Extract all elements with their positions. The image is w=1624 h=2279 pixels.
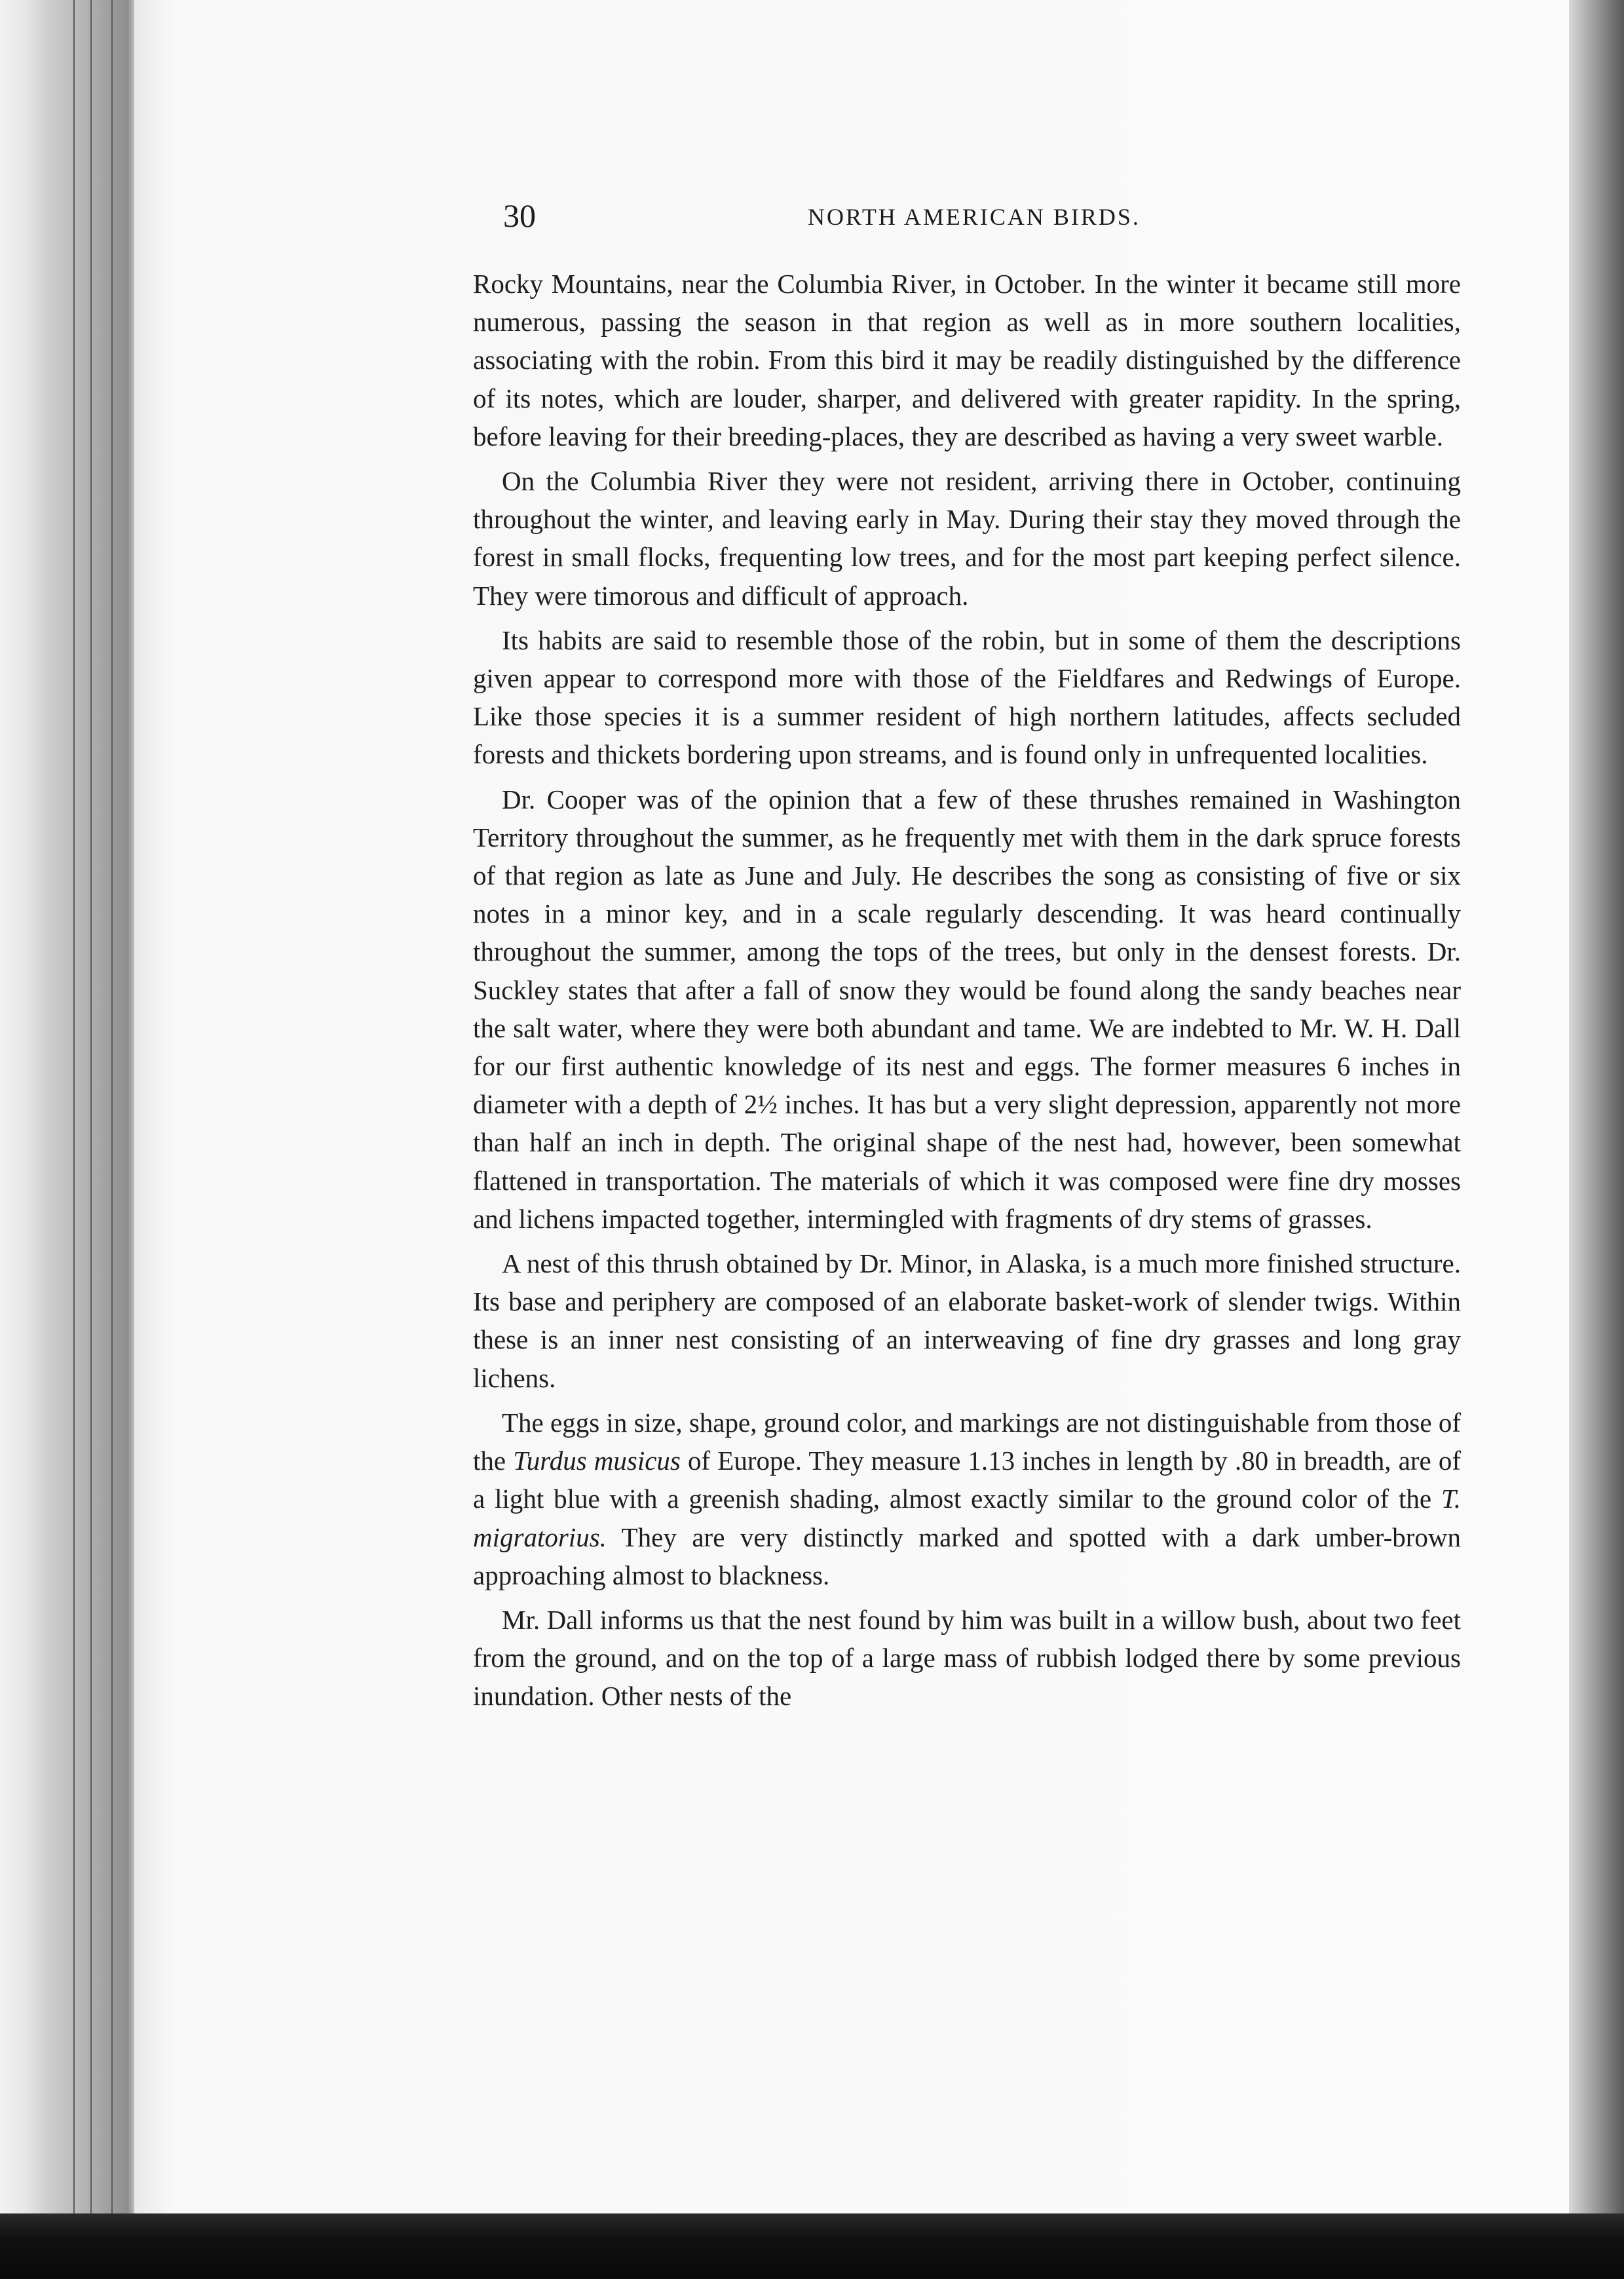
paragraph: Rocky Mountains, near the Columbia River, in October. In the winter it became still more numerous, passing the season in that region as well as in more southern localities, associating with the robin. From this bird it may be readily distinguished by the difference of its notes, which are louder, sharper, and delivered with greater rapidity. In the spring, before leaving for their breeding-places, they are described as having a very sweet warble. (473, 269, 1461, 451)
paragraph: On the Columbia River they were not resident, arriving there in October, continuing throughout the winter, and leaving early in May. During their stay they moved through the forest in small flocks, frequenting low trees, and for the most part keeping perfect silence. They were timorous and difficult of approach. (473, 466, 1461, 611)
eggs-paragraph (473, 1404, 1461, 1594)
body-text (473, 265, 1461, 1722)
paragraph: Its habits are said to resemble those of the robin, but in some of them the descriptions given appear to correspond more with those of the Fieldfares and Redwings of Europe. Like those species it is a summer resident of high northern latitudes, affects secluded forests and thickets bordering upon streams, and is found only in unfrequented localities. (473, 624, 1461, 770)
running-head: NORTH AMERICAN BIRDS. (808, 204, 1141, 230)
paragraph: Dr. Cooper was of the opinion that a few of these thrushes remained in Washington Territory throughout the summer, as he frequently met with them in the dark spruce forests of that region as late as June and July. He describes the song as consisting of five or six notes in a minor key, and in a scale regularly descending. It was heard continually throughout the summer, among the tops of the trees, but only in the densest forests. Dr. Suckley states that after a fall of snow they would be found along the sandy beaches near the salt water, where they were both abundant and tame. We are indebted to Mr. W. H. Dall for our first authentic knowledge of its nest and eggs. The former measures 6 inches in diameter with a depth of 2½ inches. It has but a very slight depression, apparently not more than half an inch in depth. The original shape of the nest had, however, been somewhat flattened in transportation. The materials of which it was composed were fine dry mosses and lichens impacted together, intermingled with fragments of dry stems of grasses. (473, 784, 1461, 1234)
text-run: The eggs in size, shape, ground color, and markings are not distinguishable from those of the (473, 1407, 1461, 1476)
page-edge-shadow (1569, 0, 1624, 2213)
binding-line (73, 0, 75, 2248)
species-name: Turdus musicus (513, 1446, 681, 1476)
text-run: of Europe. They measure 1.13 inches in length by .80 in breadth, are of a light blue with a greenish shading, almost exactly similar to the ground color of the (473, 1446, 1461, 1514)
text-run: They are very distinctly marked and spotted with a dark umber-brown approaching almost to blackness. (473, 1522, 1461, 1590)
paragraph: A nest of this thrush obtained by Dr. Minor, in Alaska, is a much more finished structure. Its base and periphery are composed of an elaborate basket-work of slender twigs. Within these is an inner nest consisting of an interweaving of fine dry grasses and long gray lichens. (473, 1248, 1461, 1393)
binding-line (90, 0, 92, 2248)
book-binding (0, 0, 141, 2279)
page-number: 30 (503, 197, 536, 234)
page-header (503, 197, 1440, 236)
scan-bottom-band (0, 2213, 1624, 2279)
species-name: T. migratorius. (473, 1484, 1461, 1552)
paragraph: Mr. Dall informs us that the nest found by him was built in a willow bush, about two feet from the ground, and on the top of a large mass of rubbish lodged there by some previous inundation. Other nests of the (473, 1604, 1461, 1712)
binding-line (111, 0, 113, 2248)
